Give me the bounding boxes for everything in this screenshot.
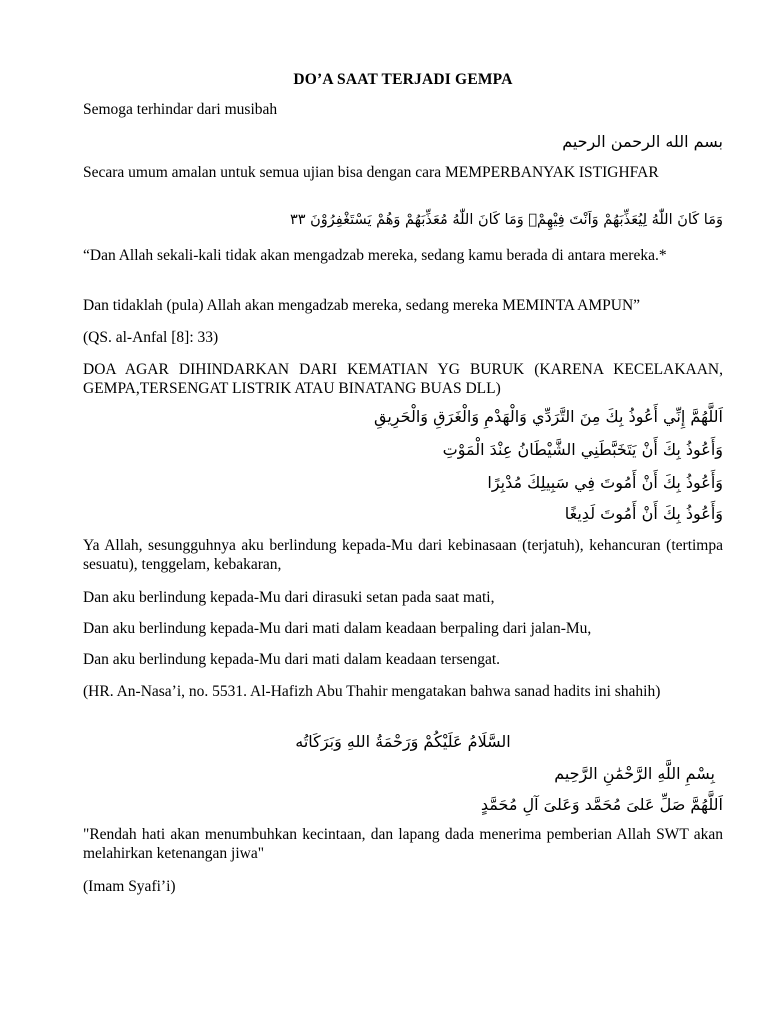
intro-text: Semoga terhindar dari musibah: [83, 101, 278, 118]
quran-reference: (QS. al-Anfal [8]: 33): [83, 329, 219, 346]
doa-translation-4: Dan aku berlindung kepada-Mu dari mati dalam keadaan tersengat.: [83, 651, 501, 668]
translation-paragraph-1: “Dan Allah sekali-kali tidak akan mengadzab mereka, sedang kamu berada di antara mereka.*: [83, 247, 667, 264]
doa-translation-3: Dan aku berlindung kepada-Mu dari mati dalam keadaan berpaling dari jalan-Mu,: [83, 620, 592, 637]
ayah-anfal-33: وَمَا كَانَ اللّٰهُ لِيُعَذِّبَهُمْ وَاَنْتَ فِيْهِمْۚ وَمَا كَانَ اللّٰهُ مُعَذِّبَهُمْ وَهُمْ يَسْتَغْفِرُوْنَ ٣٣: [289, 212, 723, 228]
doa-translation-1: Ya Allah, sesungguhnya aku berlindung kepada-Mu dari kebinasaan (terjatuh), kehancuran (tertimpa sesuatu), tenggelam, kebakaran,: [83, 537, 723, 573]
amalan-paragraph: Secara umum amalan untuk semua ujian bisa dengan cara MEMPERBANYAK ISTIGHFAR: [83, 164, 659, 181]
doa-arabic-line-3: وَأَعُوذُ بِكَ أَنْ أَمُوتَ فِي سَبِيلِكَ مُدْبِرًا: [487, 473, 723, 492]
basmala-plain: بسم الله الرحمن الرحيم: [562, 132, 723, 151]
hadith-reference: (HR. An-Nasa’i, no. 5531. Al-Hafizh Abu Thahir mengatakan bahwa sanad hadits ini shahih): [83, 683, 661, 700]
translation-paragraph-2: Dan tidaklah (pula) Allah akan mengadzab mereka, sedang mereka MEMINTA AMPUN”: [83, 297, 641, 314]
quote-text: "Rendah hati akan menumbuhkan kecintaan, dan lapang dada menerima pemberian Allah SWT akan melahirkan ketenangan jiwa": [83, 826, 723, 862]
doa-heading: DOA AGAR DIHINDARKAN DARI KEMATIAN YG BURUK (KARENA KECELAKAAN, GEMPA,TERSENGAT LISTRIK ATAU BINATANG BUAS DLL): [83, 361, 723, 397]
doa-arabic-line-4: وَأَعُوذُ بِكَ أَنْ أَمُوتَ لَدِيغًا: [564, 504, 723, 523]
quote-author: (Imam Syafi’i): [83, 878, 176, 895]
salam-greeting: السَّلَامُ عَلَيْكُمْ وَرَحْمَةُ اللهِ وَبَرَكَاتُه: [295, 732, 511, 751]
shalawat: اَللَّهُمَّ صَلِّ عَلىَ مُحَمَّد وَعَلىَ آلِ مُحَمَّدٍ: [480, 795, 723, 814]
document-title: DO’A SAAT TERJADI GEMPA: [293, 71, 513, 88]
doa-translation-2: Dan aku berlindung kepada-Mu dari dirasuki setan pada saat mati,: [83, 589, 495, 606]
doa-arabic-line-2: وَأَعُوذُ بِكَ أَنْ يَتَخَبَّطَنِي الشَّيْطَانُ عِنْدَ الْمَوْتِ: [442, 440, 723, 459]
basmala: بِسْمِ اللَّهِ الرَّحْمَٰنِ الرَّحِيم: [554, 764, 715, 783]
doa-arabic-line-1: اَللَّهُمَّ إِنِّي أَعُوذُ بِكَ مِنَ التَّرَدِّي وَالْهَدْمِ وَالْغَرَقِ وَالْحَرِيقِ: [374, 407, 723, 426]
